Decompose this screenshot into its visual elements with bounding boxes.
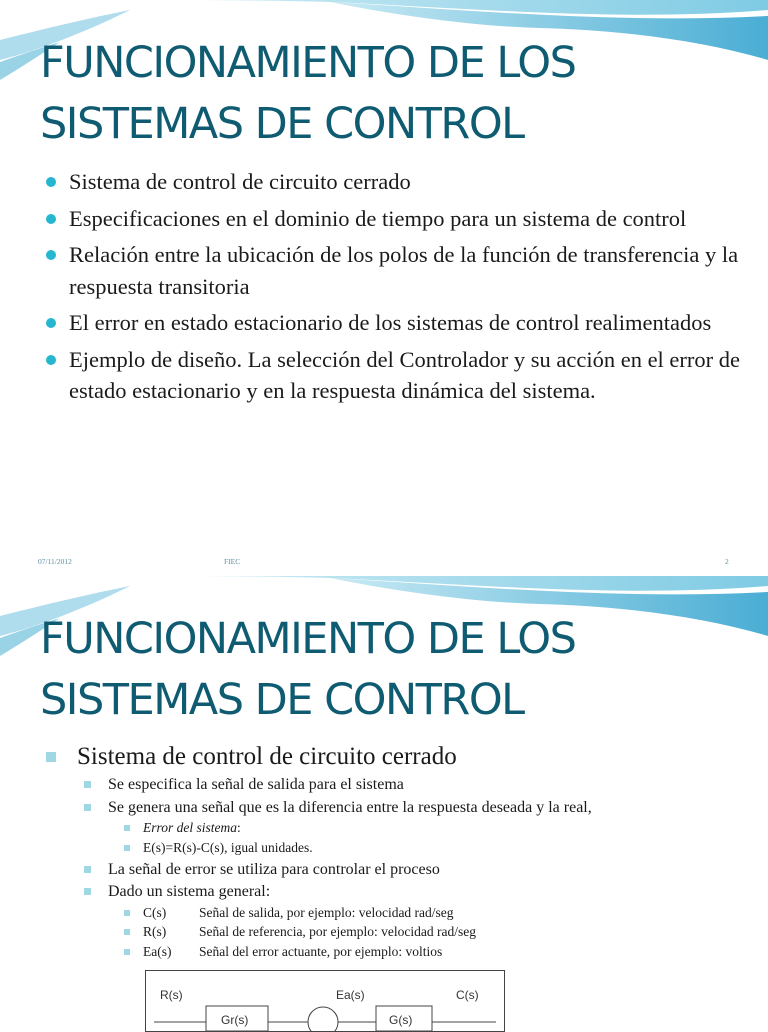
list-item: Dado un sistema general: <box>84 882 270 902</box>
title-line: FUNCIONAMIENTO DE LOS <box>40 38 576 88</box>
square-bullet-icon <box>124 949 130 955</box>
list-item: Ejemplo de diseño. La selección del Controlador y su acción en el error de estado estacionario y en la respuesta dinámica del sistema. <box>46 344 756 407</box>
bullet-icon <box>46 214 56 224</box>
square-bullet-icon <box>46 752 56 762</box>
sub-list-item: Error del sistema: <box>124 819 241 837</box>
list-item: Se genera una señal que es la diferencia entre la respuesta deseada y la real, <box>84 798 592 818</box>
slide-title <box>40 609 575 731</box>
title-line: SISTEMAS DE CONTROL <box>40 675 524 725</box>
square-bullet-icon <box>124 845 130 851</box>
diagram-lines <box>146 971 504 1031</box>
section-heading: Sistema de control de circuito cerrado <box>46 742 457 772</box>
diagram-label-r: R(s) <box>160 988 183 1002</box>
bullet-icon <box>46 177 56 187</box>
sub-list-item: E(s)=R(s)-C(s), igual unidades. <box>124 839 313 857</box>
list-item: Relación entre la ubicación de los polos de la función de transferencia y la respuesta transitoria <box>46 239 756 302</box>
slide-title <box>40 33 575 155</box>
square-bullet-icon <box>84 781 91 788</box>
list-item: Sistema de control de circuito cerrado <box>46 166 756 198</box>
square-bullet-icon <box>84 866 91 873</box>
square-bullet-icon <box>124 929 130 935</box>
square-bullet-icon <box>124 910 130 916</box>
bullet-icon <box>46 355 56 365</box>
diagram-label-c: C(s) <box>456 988 479 1002</box>
footer-page-number: 2 <box>725 557 729 566</box>
square-bullet-icon <box>84 888 91 895</box>
diagram-block-g: G(s) <box>389 1013 413 1027</box>
bullet-list <box>46 166 756 412</box>
footer-center: FIEC <box>224 557 241 566</box>
square-bullet-icon <box>84 804 91 811</box>
title-line: SISTEMAS DE CONTROL <box>40 99 524 149</box>
list-item: El error en estado estacionario de los sistemas de control realimentados <box>46 307 756 339</box>
definition-row: C(s) Señal de salida, por ejemplo: velocidad rad/seg <box>124 904 454 922</box>
diagram-block-gr: Gr(s) <box>221 1013 249 1027</box>
bullet-icon <box>46 250 56 260</box>
list-item: La señal de error se utiliza para controlar el proceso <box>84 860 440 880</box>
footer-date: 07/11/2012 <box>38 557 72 566</box>
square-bullet-icon <box>124 825 130 831</box>
definition-row: Ea(s) Señal del error actuante, por ejemplo: voltios <box>124 943 442 961</box>
definition-row: R(s) Señal de referencia, por ejemplo: velocidad rad/seg <box>124 923 476 941</box>
list-item: Especificaciones en el dominio de tiempo para un sistema de control <box>46 203 756 235</box>
diagram-label-ea: Ea(s) <box>336 988 365 1002</box>
list-item: Se especifica la señal de salida para el sistema <box>84 775 404 795</box>
block-diagram <box>145 970 505 1032</box>
error-label: Error del sistema <box>143 820 237 835</box>
bullet-icon <box>46 318 56 328</box>
title-line: FUNCIONAMIENTO DE LOS <box>40 614 576 664</box>
